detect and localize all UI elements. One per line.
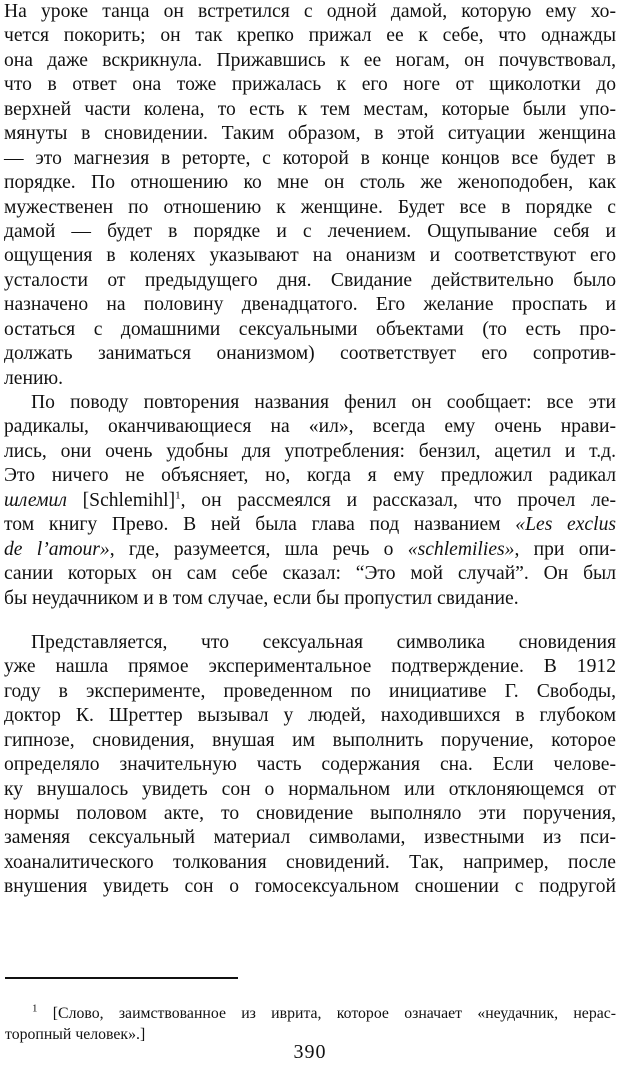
text-line: ощущения в коленях указывают на онанизм и соответствуют его — [4, 245, 616, 267]
text-line: усталости от предыдущего дня. Свидание действительно было — [4, 269, 616, 291]
italic-term: шлемил — [4, 489, 67, 511]
footnote-line — [5, 1003, 616, 1024]
text-line: определяло значительную часть содержания сна. Если челове- — [4, 754, 616, 776]
text-line: мужественен по отношению к женщине. Будет все в порядке с — [4, 196, 616, 218]
italic-title: «Les exclus — [515, 514, 616, 536]
footnote — [5, 1003, 616, 1045]
text-line: доктор К. Шреттер вызывал у людей, находившихся в глубоком — [4, 705, 616, 727]
text-line: должать заниматься онанизмом) соответствует его сопротив- — [4, 343, 616, 365]
section-gap — [4, 611, 616, 631]
text-line: назначено на половину двенадцатого. Его желание проспать и — [4, 294, 616, 316]
text-line: лению. — [4, 367, 63, 389]
text-line: она даже вскрикнула. Прижавшись к ее ногам, он почувствовал, — [4, 49, 616, 71]
text-line: Это ничего не объясняет, но, когда я ему предложил радикал — [4, 465, 616, 487]
text-line: нормы половом акте, то сновидение выполняло эти поручения, — [4, 803, 616, 824]
text-line: гипнозе, сновидения, внушая им выполнить поручение, которое — [4, 729, 616, 751]
text-line: На уроке танца он встретился с одной дамой, которую ему хо- — [4, 1, 616, 22]
italic-title: de l’amour» — [4, 538, 110, 560]
text-line: внушения увидеть сон о гомосексуальном сношении с подругой — [4, 876, 616, 898]
text-line: порядке. По отношению ко мне он столь же женоподобен, как — [4, 172, 616, 194]
footnote-line: торопный человек».] — [5, 1026, 146, 1043]
text-line: дамой — будет в порядке и с лечением. Ощупывание себя и — [4, 220, 616, 242]
text-line — [4, 513, 616, 537]
text-line: — это магнезия в реторте, с которой в конце концов все будет в — [4, 147, 616, 169]
text-line: хоаналитического толкования сновидений. Так, например, после — [4, 851, 616, 873]
text-line — [4, 538, 616, 562]
text-line: уже нашла прямое экспериментальное подтверждение. В 1912 — [4, 656, 616, 678]
text-line: году в эксперименте, проведенном по инициативе Г. Свободы, — [4, 680, 616, 702]
text-line: бы неудачником и в том случае, если бы пропустил свидание. — [4, 587, 519, 609]
text-run: , где, разумеется, шла речь о — [109, 538, 408, 560]
text-line: ку внушалось увидеть сон о нормальном или отклоняющемся от — [4, 778, 616, 800]
paragraph-3 — [4, 631, 616, 900]
text-run: том книгу Прево. В ней была глава под названием — [4, 514, 516, 536]
main-text — [4, 0, 616, 900]
footnote-divider — [5, 977, 238, 979]
text-line: остаться с домашними сексуальными объектами (то есть про- — [4, 318, 616, 340]
footnote-text: [Слово, заимствованное из иврита, которое означает «неудачник, нерас- — [37, 1005, 616, 1022]
text-run: , он рассмеялся и рассказал, что прочел ле- — [180, 489, 617, 511]
text-line: лись, они очень удобны для употребления: бензил, ацетил и т.д. — [4, 440, 616, 462]
paragraph-1 — [4, 0, 616, 391]
text-run: , при опи- — [514, 538, 616, 560]
page-number: 390 — [293, 1041, 327, 1063]
paragraph-2 — [4, 391, 616, 611]
text-line: Представляется, что сексуальная символика сновидения — [31, 631, 616, 653]
footnote-marker: 1 — [32, 1002, 38, 1015]
text-line: сании которых он сам себе сказал: “Это мой случай”. Он был — [4, 563, 616, 585]
text-line: чется покорить; он так крепко прижал ее к себе, что однажды — [4, 25, 616, 47]
text-line: что в ответ она тоже прижалась к его ноге от щиколотки до — [4, 74, 616, 96]
bracket-term: [Schlemihl] — [66, 489, 176, 511]
text-line: верхней части колена, то есть к тем местам, которые были упо- — [4, 98, 616, 120]
text-line: радикалы, оканчивающиеся на «ил», всегда ему очень нрави- — [4, 416, 616, 438]
text-line: заменяя сексуальный материал символами, известными из пси- — [4, 827, 616, 849]
italic-term: «schlemilies» — [407, 538, 515, 560]
text-line — [4, 489, 616, 513]
text-line: мянуты в сновидении. Таким образом, в этой ситуации женщина — [4, 123, 616, 145]
text-line: По поводу повторения названия фенил он сообщает: все эти — [31, 392, 616, 413]
footnote-ref: 1 — [175, 489, 181, 502]
